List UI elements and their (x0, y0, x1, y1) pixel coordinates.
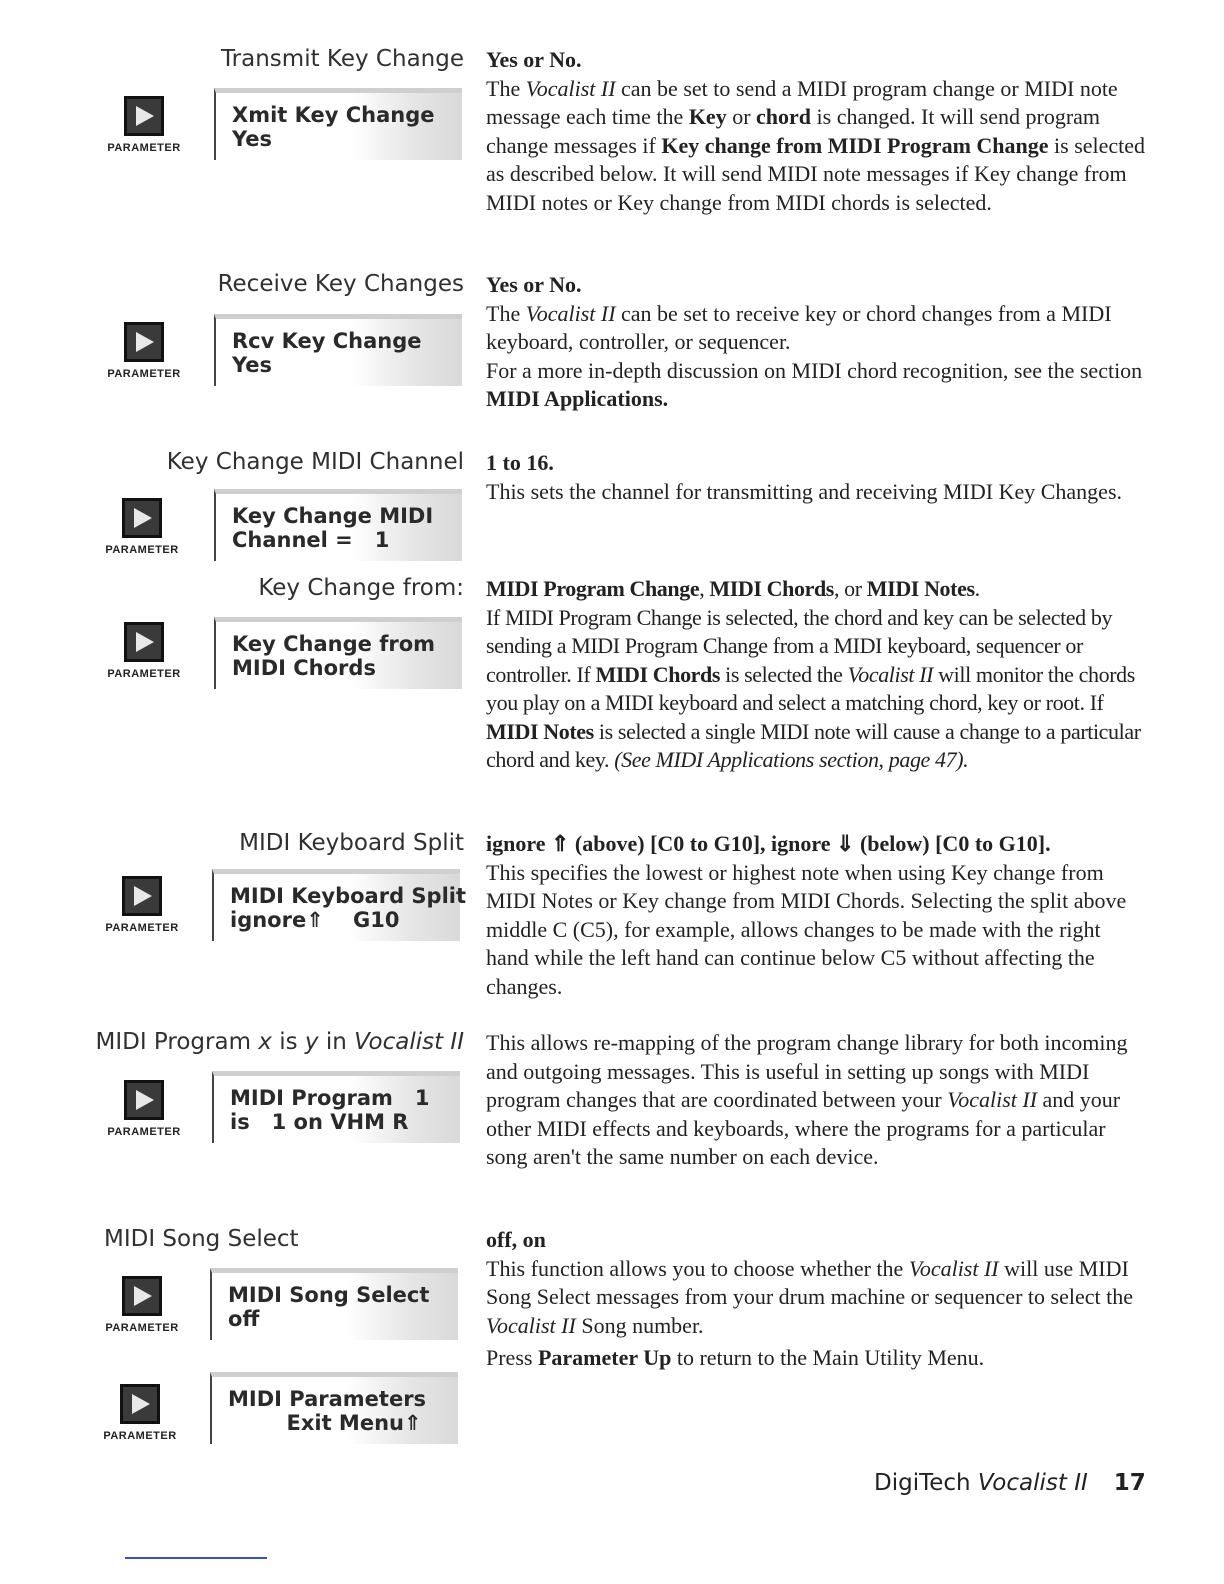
parameter-arrow-icon (124, 322, 164, 362)
lcd-display: Key Change MIDI Channel = 1 (214, 489, 462, 561)
section-description: ignore ⇑ (above) [C0 to G10], ignore ⇓ (below) [C0 to G10]. This specifies the lowest or highest note when using Key change from MIDI Notes or Key change from MIDI Chords. Selecting the split above middle C (C5), for example, allows changes to be made with the right hand while the left hand can continue below C5 without affecting the changes. (486, 831, 1127, 999)
section-description: off, on This function allows you to choose whether the Vocalist II will use MIDI Song Select messages from your drum machine or sequencer to select the Vocalist II Song number. Press Parameter Up to return to the Main Utility Menu. (486, 1227, 1133, 1370)
parameter-button[interactable]: PARAMETER (99, 96, 189, 154)
section-description: Yes or No. The Vocalist II can be set to receive key or chord changes from a MIDI keyboard, controller, or sequencer. For a more in-depth discussion on MIDI chord recognition, see the section MIDI Applications. (486, 272, 1143, 411)
lcd-display: Key Change from MIDI Chords (214, 617, 462, 689)
section-heading: Receive Key Changes (217, 271, 464, 297)
lcd-display: Rcv Key Change Yes (214, 314, 462, 386)
section-description: This allows re-mapping of the program change library for both incoming and outgoing messages. This is useful in setting up songs with MIDI program changes that are coordinated between your Vocalist II and your other MIDI effects and keyboards, where the programs for a particular song aren't the same number on each device. (486, 1030, 1128, 1169)
parameter-button[interactable]: PARAMETER (95, 1384, 185, 1442)
parameter-button[interactable]: PARAMETER (99, 1080, 189, 1138)
section-description: 1 to 16. This sets the channel for transmitting and receiving MIDI Key Changes. (486, 450, 1123, 504)
parameter-button[interactable]: PARAMETER (99, 622, 189, 680)
parameter-arrow-icon (122, 1276, 162, 1316)
section-description: Yes or No. The Vocalist II can be set to send a MIDI program change or MIDI note message each time the Key or chord is changed. It will send program change messages if Key change from MIDI Program Change is selected as described below. It will send MIDI note messages if Key change from MIDI notes or Key change from MIDI chords is selected. (486, 47, 1146, 215)
section-heading: MIDI Keyboard Split (239, 830, 464, 856)
lcd-display: MIDI Parameters Exit Menu⇑ (210, 1372, 458, 1444)
parameter-button[interactable]: PARAMETER (97, 1276, 187, 1334)
section-heading: Key Change MIDI Channel (166, 449, 464, 475)
parameter-button[interactable]: PARAMETER (97, 876, 187, 934)
footer-rule (125, 1557, 267, 1559)
section-heading: Transmit Key Change (221, 46, 464, 72)
parameter-arrow-icon (124, 622, 164, 662)
page-footer: DigiTech Vocalist II 17 (874, 1470, 1146, 1496)
page-number: 17 (1113, 1470, 1146, 1496)
parameter-arrow-icon (122, 876, 162, 916)
parameter-arrow-icon (120, 1384, 160, 1424)
parameter-button[interactable]: PARAMETER (99, 322, 189, 380)
section-description: MIDI Program Change, MIDI Chords, or MIDI Notes. If MIDI Program Change is selected, the chord and key can be selected by sending a MIDI Program Change from a MIDI keyboard, sequencer or controller. If MIDI Chords is selected the Vocalist II will monitor the chords you play on a MIDI keyboard and select a matching chord, key or root. If MIDI Notes is selected a single MIDI note will cause a change to a particular chord and key. (See MIDI Applications section, page 47). (486, 576, 1141, 772)
section-heading: Key Change from: (258, 575, 464, 601)
lcd-display: MIDI Keyboard Split ignore⇑ G10 (212, 869, 460, 941)
parameter-arrow-icon (124, 96, 164, 136)
section-heading: MIDI Program x is y in Vocalist II (95, 1029, 464, 1055)
lcd-display: MIDI Song Select off (210, 1268, 458, 1340)
parameter-arrow-icon (124, 1080, 164, 1120)
lcd-display: Xmit Key Change Yes (214, 88, 462, 160)
parameter-button[interactable]: PARAMETER (97, 498, 187, 556)
section-heading: MIDI Song Select (104, 1226, 299, 1252)
parameter-arrow-icon (122, 498, 162, 538)
lcd-display: MIDI Program 1 is 1 on VHM R (212, 1071, 460, 1143)
